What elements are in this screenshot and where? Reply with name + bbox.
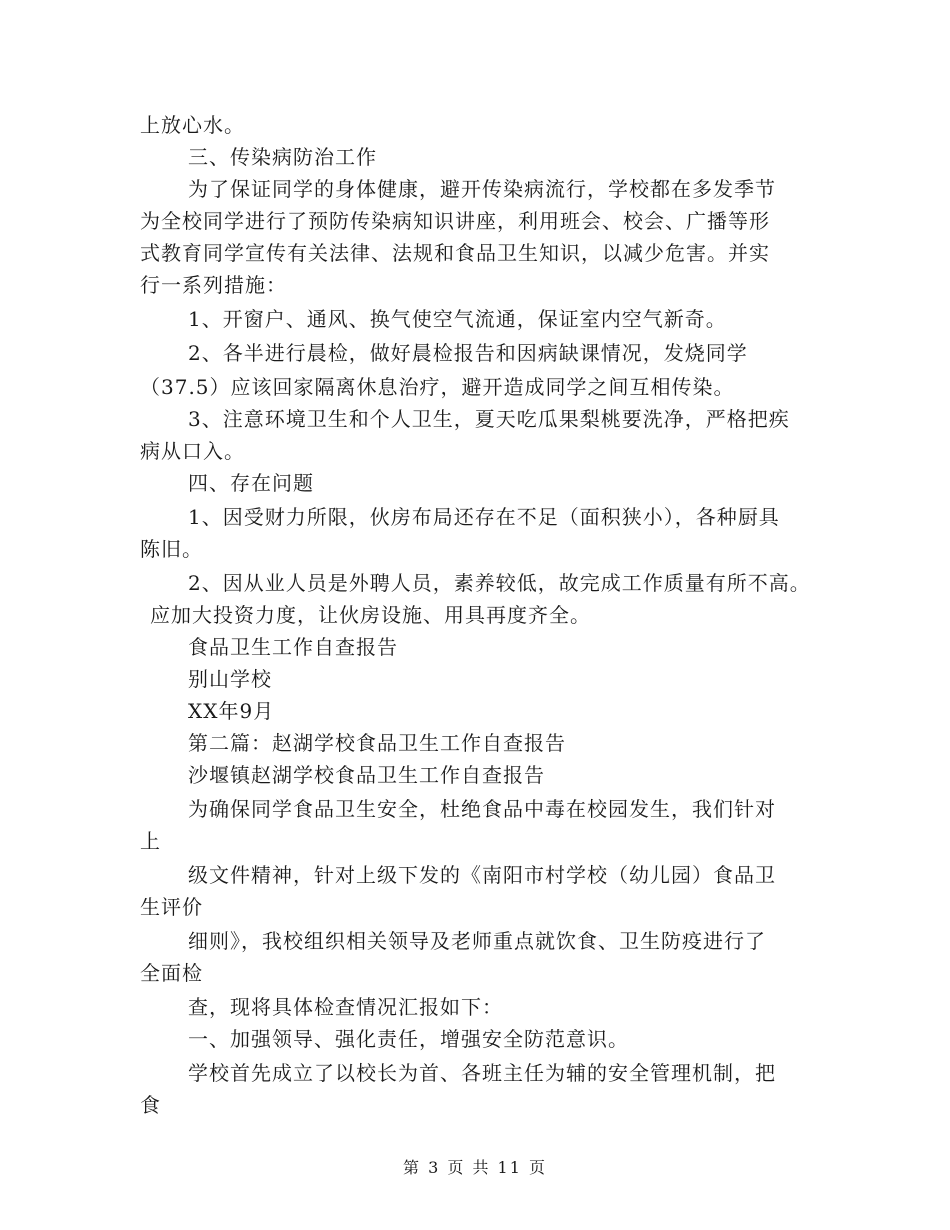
section-heading: 四、存在问题 (188, 471, 314, 495)
text-line: 病从口入。 (140, 439, 245, 463)
text-line: 食 (140, 1093, 161, 1117)
text-line: 为了保证同学的身体健康，避开传染病流行，学校都在多发季节 (188, 177, 776, 201)
text-line: （37.5）应该回家隔离休息治疗，避开造成同学之间互相传染。 (140, 375, 735, 399)
text-line: 生评价 (140, 895, 203, 919)
chapter-heading: 第二篇：赵湖学校食品卫生工作自查报告 (188, 731, 566, 755)
text-line: 查，现将具体检查情况汇报如下： (188, 995, 503, 1019)
text-line: 2、各半进行晨检，做好晨检报告和因病缺课情况，发烧同学 (188, 341, 748, 365)
text-line: 1、开窗户、通风、换气使空气流通，保证室内空气新奇。 (188, 307, 727, 331)
text-line: 3、注意环境卫生和个人卫生，夏天吃瓜果梨桃要洗净，严格把疾 (188, 407, 790, 431)
text-line: 为确保同学食品卫生安全，杜绝食品中毒在校园发生，我们针对 (188, 797, 776, 821)
text-line: 学校首先成立了以校长为首、各班主任为辅的安全管理机制，把 (188, 1061, 776, 1085)
text-line: 应加大投资力度，让伙房设施、用具再度齐全。 (150, 603, 591, 627)
text-line: 式教育同学宣传有关法律、法规和食品卫生知识，以减少危害。并实 (140, 241, 770, 265)
report-subtitle: 沙堰镇赵湖学校食品卫生工作自查报告 (188, 763, 545, 787)
section-heading: 三、传染病防治工作 (188, 145, 377, 169)
text-line: 级文件精神，针对上级下发的《南阳市村学校（幼儿园）食品卫 (188, 863, 776, 887)
text-line: 上放心水。 (140, 113, 245, 137)
text-line: 行一系列措施： (140, 273, 287, 297)
page-number-footer: 第 3 页 共 11 页 (403, 1158, 547, 1177)
text-line: 细则》，我校组织相关领导及老师重点就饮食、卫生防疫进行了 (188, 929, 766, 953)
report-title: 食品卫生工作自查报告 (188, 635, 398, 659)
text-line: 上 (140, 829, 161, 853)
report-date: XX年9月 (188, 699, 275, 723)
text-line: 全面检 (140, 961, 203, 985)
text-line: 陈旧。 (140, 537, 203, 561)
text-line: 为全校同学进行了预防传染病知识讲座，利用班会、校会、广播等形 (140, 209, 770, 233)
section-heading: 一、加强领导、强化责任，增强安全防范意识。 (188, 1027, 629, 1051)
text-line: 2、因从业人员是外聘人员，素养较低，故完成工作质量有所不高。 (188, 571, 811, 595)
school-name: 别山学校 (188, 667, 272, 691)
text-line: 1、因受财力所限，伙房布局还存在不足（面积狭小），各种厨具 (188, 505, 780, 529)
